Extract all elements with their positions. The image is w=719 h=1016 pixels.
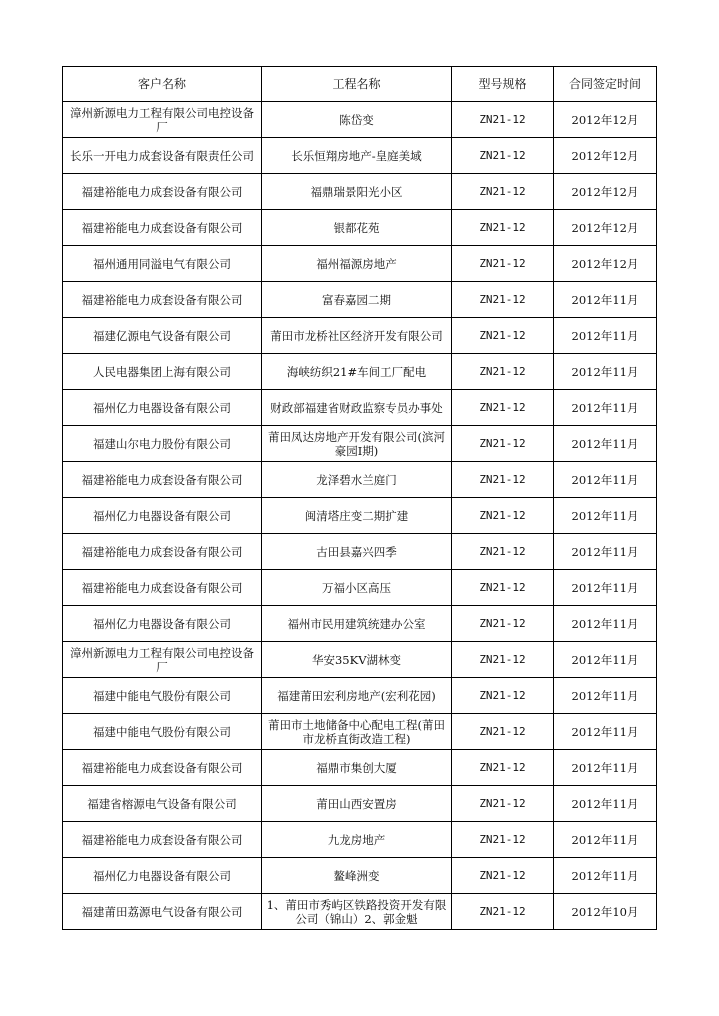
customer-cell: 福建山尔电力股份有限公司 <box>63 426 262 462</box>
date-cell: 2012年11月 <box>554 786 657 822</box>
customer-cell: 福建裕能电力成套设备有限公司 <box>63 750 262 786</box>
project-cell: 莆田市龙桥社区经济开发有限公司 <box>262 318 452 354</box>
project-cell: 古田县嘉兴四季 <box>262 534 452 570</box>
project-cell: 莆田山西安置房 <box>262 786 452 822</box>
model-cell: ZN21-12 <box>452 534 554 570</box>
model-cell: ZN21-12 <box>452 858 554 894</box>
model-cell: ZN21-12 <box>452 138 554 174</box>
project-cell: 陈岱变 <box>262 102 452 138</box>
date-cell: 2012年12月 <box>554 246 657 282</box>
table-row <box>63 894 657 930</box>
contracts-table <box>62 66 657 930</box>
date-cell: 2012年11月 <box>554 858 657 894</box>
table-row <box>63 210 657 246</box>
customer-cell: 福建省榕源电气设备有限公司 <box>63 786 262 822</box>
customer-cell: 福建裕能电力成套设备有限公司 <box>63 822 262 858</box>
date-cell: 2012年12月 <box>554 174 657 210</box>
date-cell: 2012年11月 <box>554 750 657 786</box>
project-cell: 九龙房地产 <box>262 822 452 858</box>
project-cell: 福州福源房地产 <box>262 246 452 282</box>
table-row <box>63 138 657 174</box>
model-cell: ZN21-12 <box>452 210 554 246</box>
project-cell: 1、莆田市秀屿区铁路投资开发有限公司（锦山）2、郭金魁 <box>262 894 452 930</box>
date-cell: 2012年11月 <box>554 282 657 318</box>
date-cell: 2012年11月 <box>554 534 657 570</box>
table-row <box>63 570 657 606</box>
project-cell: 福鼎市集创大厦 <box>262 750 452 786</box>
date-cell: 2012年11月 <box>554 354 657 390</box>
customer-cell: 福建中能电气股份有限公司 <box>63 678 262 714</box>
date-cell: 2012年12月 <box>554 210 657 246</box>
table-row <box>63 318 657 354</box>
customer-cell: 福建裕能电力成套设备有限公司 <box>63 210 262 246</box>
date-cell: 2012年11月 <box>554 318 657 354</box>
date-cell: 2012年11月 <box>554 390 657 426</box>
header-row <box>63 67 657 102</box>
model-cell: ZN21-12 <box>452 282 554 318</box>
model-cell: ZN21-12 <box>452 318 554 354</box>
date-cell: 2012年11月 <box>554 822 657 858</box>
table-row <box>63 714 657 750</box>
table-row <box>63 858 657 894</box>
table-row <box>63 246 657 282</box>
table-row <box>63 606 657 642</box>
project-cell: 福建莆田宏利房地产(宏利花园) <box>262 678 452 714</box>
table-header <box>63 67 657 102</box>
date-cell: 2012年12月 <box>554 102 657 138</box>
project-cell: 海峡纺织21#车间工厂配电 <box>262 354 452 390</box>
table-row <box>63 282 657 318</box>
table-row <box>63 426 657 462</box>
model-cell: ZN21-12 <box>452 354 554 390</box>
project-cell: 莆田市土地储备中心配电工程(莆田市龙桥直街改造工程) <box>262 714 452 750</box>
customer-cell: 人民电器集团上海有限公司 <box>63 354 262 390</box>
customer-cell: 福建裕能电力成套设备有限公司 <box>63 174 262 210</box>
customer-cell: 福建裕能电力成套设备有限公司 <box>63 462 262 498</box>
date-cell: 2012年11月 <box>554 714 657 750</box>
customer-cell: 漳州新源电力工程有限公司电控设备厂 <box>63 642 262 678</box>
date-cell: 2012年11月 <box>554 426 657 462</box>
customer-cell: 福州亿力电器设备有限公司 <box>63 606 262 642</box>
header-customer: 客户名称 <box>63 67 262 102</box>
table-row <box>63 498 657 534</box>
table-row <box>63 462 657 498</box>
customer-cell: 福州亿力电器设备有限公司 <box>63 498 262 534</box>
model-cell: ZN21-12 <box>452 714 554 750</box>
customer-cell: 福建中能电气股份有限公司 <box>63 714 262 750</box>
customer-cell: 漳州新源电力工程有限公司电控设备厂 <box>63 102 262 138</box>
model-cell: ZN21-12 <box>452 678 554 714</box>
project-cell: 万福小区高压 <box>262 570 452 606</box>
date-cell: 2012年11月 <box>554 678 657 714</box>
model-cell: ZN21-12 <box>452 390 554 426</box>
model-cell: ZN21-12 <box>452 822 554 858</box>
model-cell: ZN21-12 <box>452 606 554 642</box>
customer-cell: 福州通用同溢电气有限公司 <box>63 246 262 282</box>
model-cell: ZN21-12 <box>452 102 554 138</box>
customer-cell: 福建裕能电力成套设备有限公司 <box>63 534 262 570</box>
customer-cell: 福建裕能电力成套设备有限公司 <box>63 570 262 606</box>
customer-cell: 福建亿源电气设备有限公司 <box>63 318 262 354</box>
customer-cell: 福建莆田荔源电气设备有限公司 <box>63 894 262 930</box>
table-row <box>63 102 657 138</box>
model-cell: ZN21-12 <box>452 498 554 534</box>
date-cell: 2012年11月 <box>554 606 657 642</box>
table-body <box>63 102 657 930</box>
header-date: 合同签定时间 <box>554 67 657 102</box>
table-row <box>63 750 657 786</box>
project-cell: 莆田凤达房地产开发有限公司(滨河豪园I期) <box>262 426 452 462</box>
project-cell: 银都花苑 <box>262 210 452 246</box>
table-row <box>63 678 657 714</box>
customer-cell: 福建裕能电力成套设备有限公司 <box>63 282 262 318</box>
project-cell: 财政部福建省财政监察专员办事处 <box>262 390 452 426</box>
model-cell: ZN21-12 <box>452 750 554 786</box>
model-cell: ZN21-12 <box>452 570 554 606</box>
table-row <box>63 822 657 858</box>
customer-cell: 福州亿力电器设备有限公司 <box>63 390 262 426</box>
date-cell: 2012年11月 <box>554 642 657 678</box>
project-cell: 福鼎瑞景阳光小区 <box>262 174 452 210</box>
header-project: 工程名称 <box>262 67 452 102</box>
model-cell: ZN21-12 <box>452 894 554 930</box>
table-row <box>63 354 657 390</box>
table-row <box>63 786 657 822</box>
model-cell: ZN21-12 <box>452 786 554 822</box>
model-cell: ZN21-12 <box>452 426 554 462</box>
customer-cell: 长乐一开电力成套设备有限责任公司 <box>63 138 262 174</box>
date-cell: 2012年11月 <box>554 498 657 534</box>
date-cell: 2012年11月 <box>554 462 657 498</box>
model-cell: ZN21-12 <box>452 642 554 678</box>
project-cell: 鳌峰洲变 <box>262 858 452 894</box>
date-cell: 2012年10月 <box>554 894 657 930</box>
project-cell: 福州市民用建筑统建办公室 <box>262 606 452 642</box>
table-row <box>63 390 657 426</box>
project-cell: 华安35KV湖林变 <box>262 642 452 678</box>
model-cell: ZN21-12 <box>452 174 554 210</box>
header-model: 型号规格 <box>452 67 554 102</box>
date-cell: 2012年11月 <box>554 570 657 606</box>
customer-cell: 福州亿力电器设备有限公司 <box>63 858 262 894</box>
table-row <box>63 174 657 210</box>
project-cell: 闽清塔庄变二期扩建 <box>262 498 452 534</box>
table-row <box>63 534 657 570</box>
project-cell: 富春嘉园二期 <box>262 282 452 318</box>
date-cell: 2012年12月 <box>554 138 657 174</box>
project-cell: 长乐恒翔房地产-皇庭美域 <box>262 138 452 174</box>
model-cell: ZN21-12 <box>452 462 554 498</box>
table-row <box>63 642 657 678</box>
project-cell: 龙泽碧水兰庭门 <box>262 462 452 498</box>
model-cell: ZN21-12 <box>452 246 554 282</box>
